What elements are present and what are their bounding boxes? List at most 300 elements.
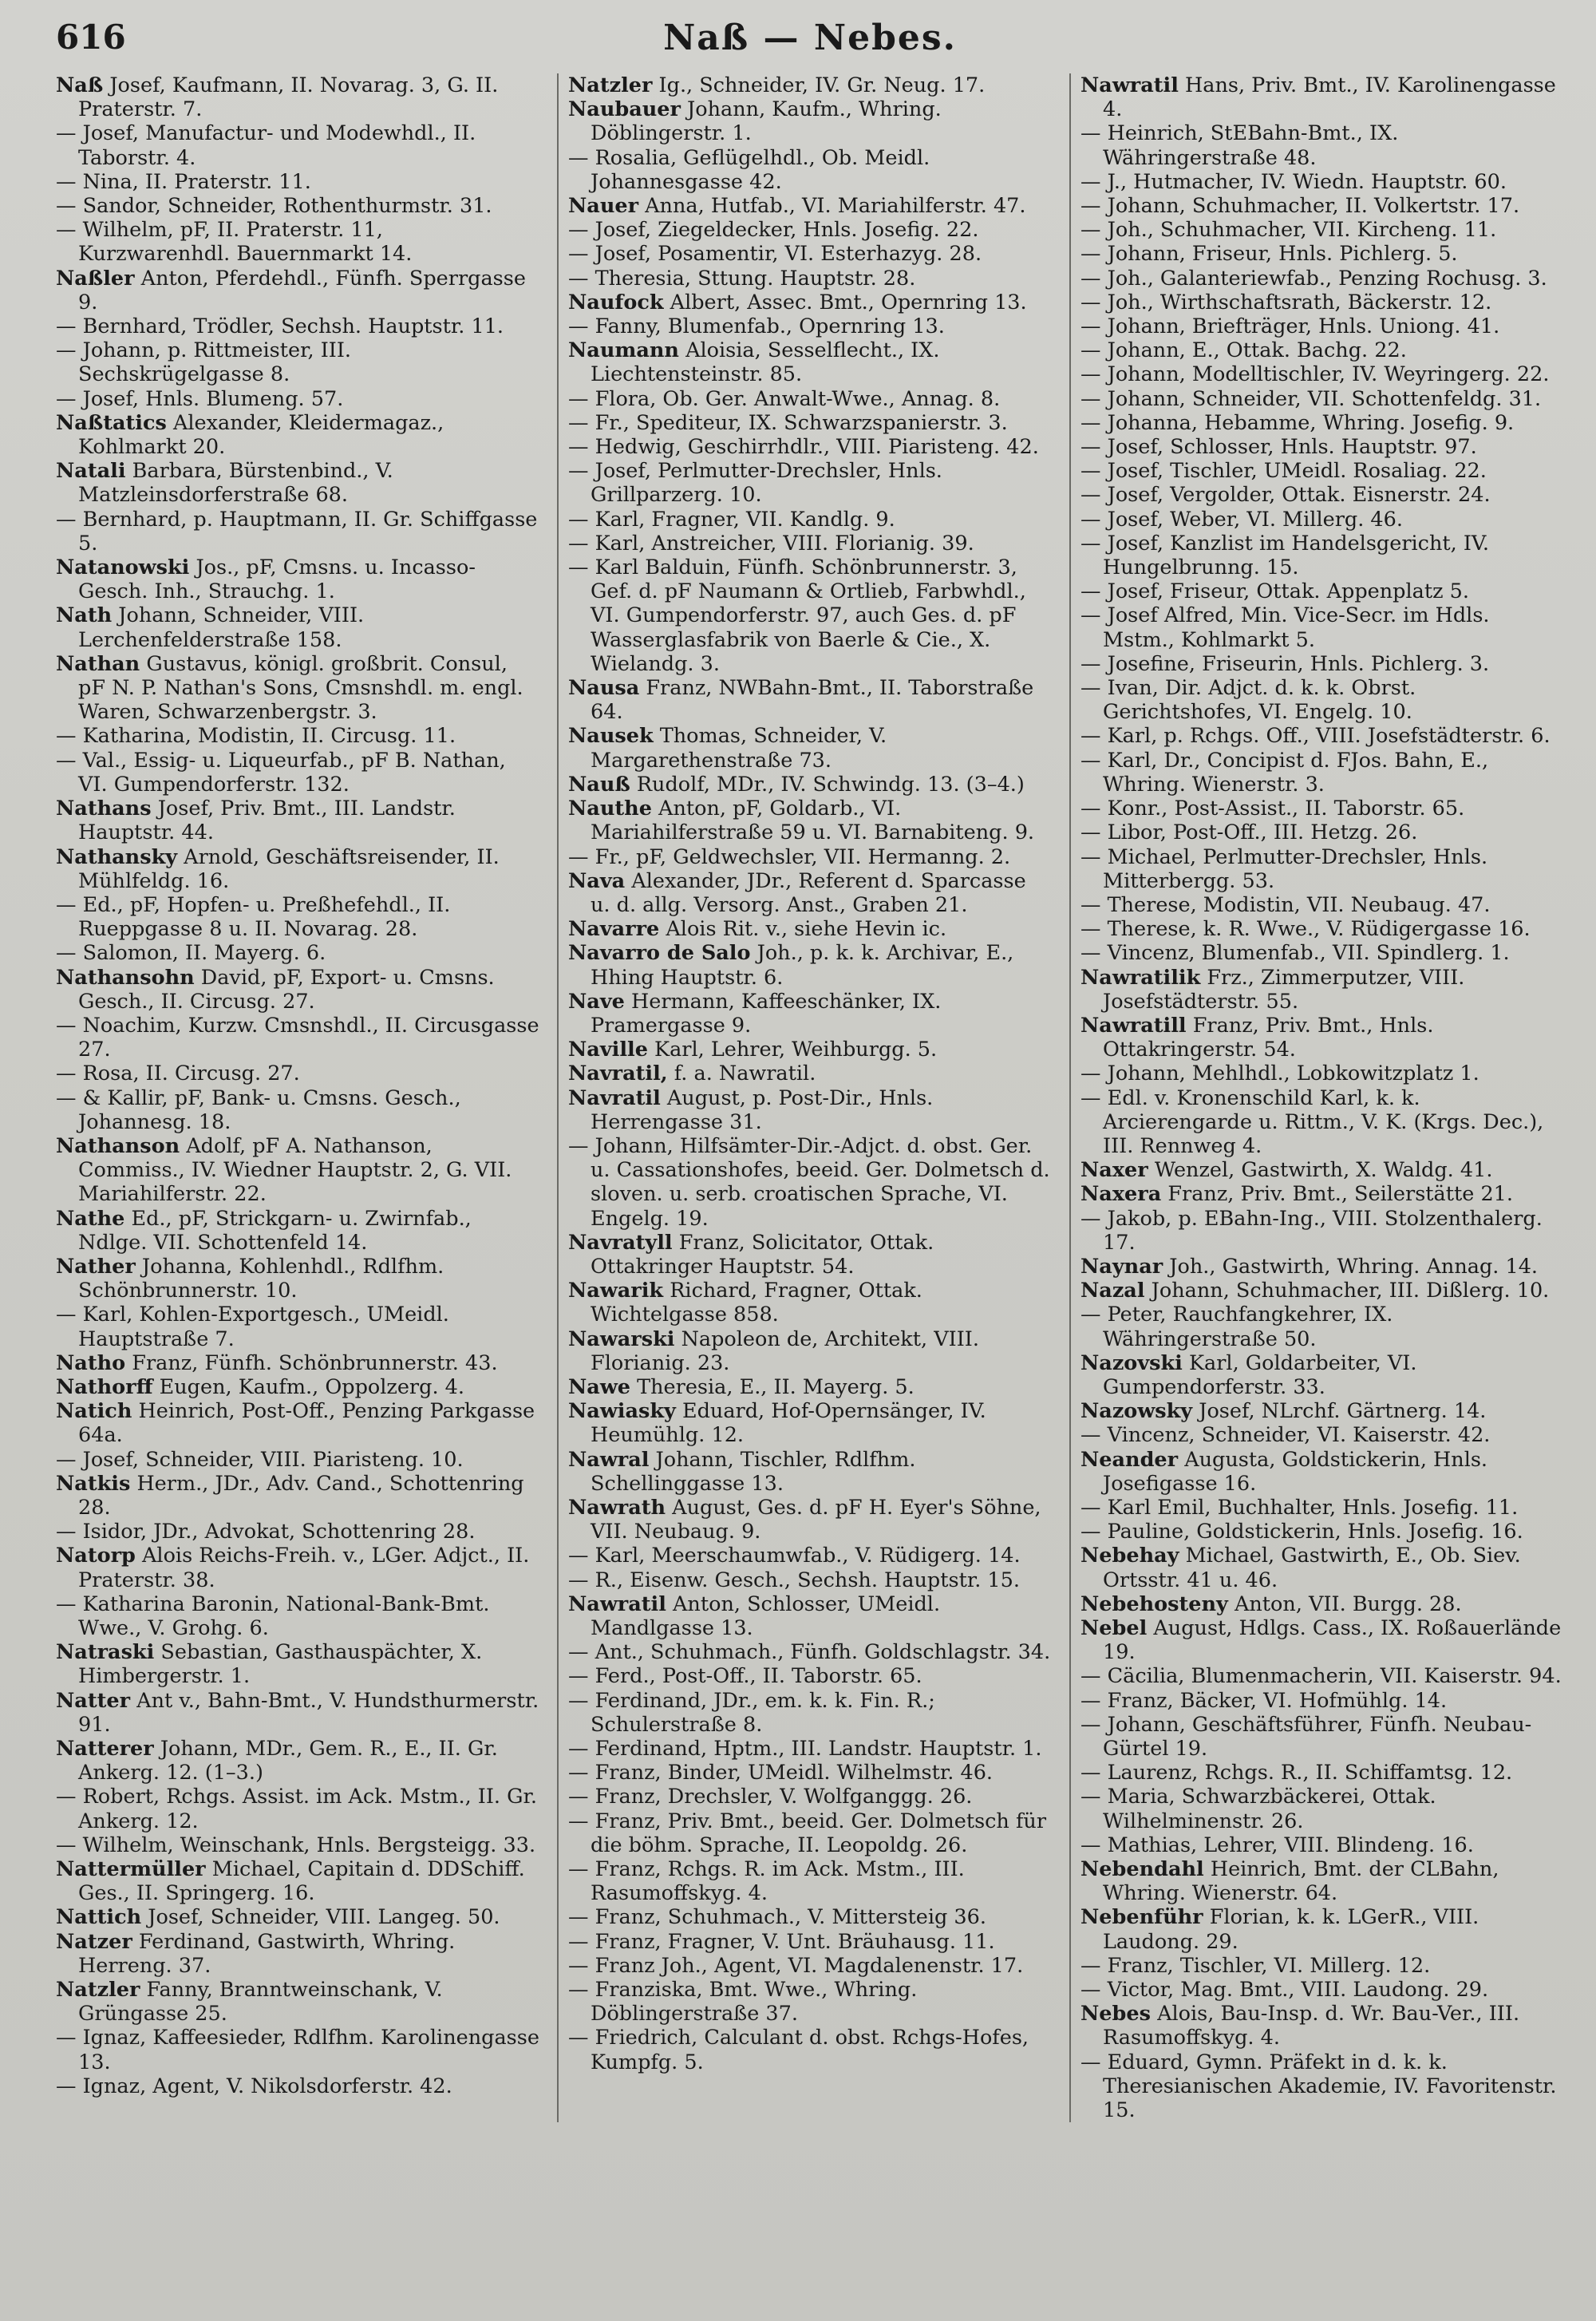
directory-entry: [56, 603, 539, 651]
directory-entry: [1080, 73, 1564, 121]
entry-surname: Naßler: [56, 266, 135, 291]
entry-text: — Ed., pF, Hopfen- u. Preßhefehdl., II. Rueppgasse 8 u. II. Novarag. 28.: [56, 892, 451, 942]
entry-text: — Mathias, Lehrer, VIII. Blindeng. 16.: [1080, 1833, 1474, 1857]
entry-text: — Karl, Fragner, VII. Kandlg. 9.: [568, 507, 895, 532]
entry-text: Alois Rit. v., siehe Hevin ic.: [666, 917, 947, 942]
entry-surname: Nazal: [1080, 1279, 1145, 1303]
directory-entry: [1080, 603, 1564, 651]
entry-text: — Sandor, Schneider, Rothenthurmstr. 31.: [56, 194, 492, 219]
directory-entry: [56, 73, 539, 121]
directory-entry: [56, 459, 539, 507]
directory-entry: [1080, 170, 1564, 194]
entry-surname: Nathorff: [56, 1374, 153, 1399]
entry-text: Franz, Fünfh. Schönbrunnerstr. 43.: [132, 1350, 498, 1375]
entry-surname: Nawarik: [568, 1279, 664, 1303]
entry-text: — Karl Balduin, Fünfh. Schönbrunnerstr. 3, Gef. d. pF Naumann & Ortlieb, Farbwhdl., VI. Gumpendorferstr. 97, auch Ges. d. pF Wasserglasfabrik von Baerle & Cie., X. Wielandg. 3.: [568, 556, 1026, 676]
entry-surname: Nathansky: [56, 844, 178, 869]
directory-entry: [568, 97, 1052, 145]
directory-entry: [56, 1399, 539, 1447]
directory-entry: [56, 1014, 539, 1062]
entry-text: — Fr., Spediteur, IX. Schwarzspanierstr. 3.: [568, 410, 1008, 435]
entry-surname: Nebehosteny: [1080, 1591, 1228, 1616]
entry-text: — Franz, Rchgs. R. im Ack. Mstm., III. Rasumoffskyg. 4.: [568, 1857, 965, 1906]
directory-entry: [56, 1689, 539, 1737]
directory-entry: [1080, 483, 1564, 507]
directory-entry: [1080, 1520, 1564, 1544]
entry-text: — Johann, Schuhmacher, II. Volkertstr. 17.: [1080, 194, 1520, 219]
directory-entry: [1080, 652, 1564, 676]
entry-surname: Natter: [56, 1688, 131, 1713]
directory-entry: [1080, 362, 1564, 386]
directory-entry: [56, 1905, 539, 1929]
entry-text: Josef, Schneider, VIII. Langeg. 50.: [148, 1905, 500, 1930]
directory-entry: [56, 2074, 539, 2098]
directory-entry: [568, 73, 1052, 97]
directory-entry: [568, 1761, 1052, 1785]
entry-surname: Nawarski: [568, 1327, 675, 1351]
entry-surname: Natho: [56, 1350, 126, 1375]
entry-surname: Naynar: [1080, 1254, 1163, 1279]
entry-text: Anton, pF, Goldarb., VI. Mariahilferstraße 59 u. VI. Barnabiteng. 9.: [591, 797, 1035, 845]
entry-surname: Nathansohn: [56, 965, 195, 990]
directory-entry: [56, 267, 539, 314]
entry-text: — Vincenz, Blumenfab., VII. Spindlerg. 1.: [1080, 941, 1510, 966]
entry-text: — Karl, p. Rchgs. Off., VIII. Josefstädterstr. 6.: [1080, 724, 1551, 749]
entry-text: — Wilhelm, pF, II. Praterstr. 11, Kurzwarenhdl. Bauernmarkt 14.: [56, 218, 413, 267]
directory-entry: [1080, 893, 1564, 917]
directory-entry: [56, 1255, 539, 1303]
entry-text: Josef, Priv. Bmt., III. Landstr. Hauptstr. 44.: [78, 797, 456, 845]
entry-text: — Katharina, Modistin, II. Circusg. 11.: [56, 724, 456, 749]
entry-text: — Franz, Drechsler, V. Wolfganggg. 26.: [568, 1785, 973, 1809]
entry-text: — Ferd., Post-Off., II. Taborstr. 65.: [568, 1664, 922, 1689]
directory-entry: [568, 917, 1052, 941]
directory-entry: [568, 1592, 1052, 1640]
directory-entry: [568, 1134, 1052, 1231]
directory-entry: [568, 291, 1052, 314]
directory-entry: [568, 773, 1052, 797]
directory-entry: [568, 387, 1052, 411]
directory-entry: [1080, 1399, 1564, 1423]
directory-entry: [56, 966, 539, 1014]
entry-surname: Nebendahl: [1080, 1857, 1204, 1882]
directory-entry: [56, 1448, 539, 1472]
entry-surname: Nather: [56, 1254, 136, 1279]
entry-text: — Joh., Schuhmacher, VII. Kircheng. 11.: [1080, 218, 1497, 243]
entry-surname: Nebehay: [1080, 1544, 1179, 1568]
entry-surname: Nebes: [1080, 2002, 1151, 2026]
directory-entry: [1080, 1785, 1564, 1833]
entry-text: — Katharina Baronin, National-Bank-Bmt. Wwe., V. Grohg. 6.: [56, 1591, 490, 1640]
entry-surname: Nazovski: [1080, 1350, 1183, 1375]
directory-entry: [1080, 1761, 1564, 1785]
entry-text: — Joh., Wirthschaftsrath, Bäckerstr. 12.: [1080, 290, 1492, 314]
entry-surname: Nawratil: [1080, 73, 1179, 97]
entry-text: — Ant., Schuhmach., Fünfh. Goldschlagstr. 34.: [568, 1640, 1051, 1665]
entry-text: — Johann, Mehlhdl., Lobkowitzplatz 1.: [1080, 1062, 1479, 1086]
entry-text: August, Ges. d. pF H. Eyer's Söhne, VII. Neubaug. 9.: [591, 1495, 1041, 1544]
entry-text: — Cäcilia, Blumenmacherin, VII. Kaiserstr. 94.: [1080, 1664, 1562, 1689]
entry-text: Franz, Solicitator, Ottak. Ottakringer Hauptstr. 54.: [591, 1230, 934, 1279]
entry-text: — Josef, Vergolder, Ottak. Eisnerstr. 24.: [1080, 483, 1491, 508]
entry-text: Sebastian, Gasthauspächter, X. Himbergerstr. 1.: [78, 1640, 483, 1689]
directory-entry: [56, 1086, 539, 1134]
entry-text: — Theresia, Sttung. Hauptstr. 28.: [568, 266, 916, 291]
directory-entry: [568, 1448, 1052, 1496]
entry-text: Frz., Zimmerputzer, VIII. Josefstädterstr. 55.: [1103, 965, 1465, 1014]
entry-text: Alois, Bau-Insp. d. Wr. Bau-Ver., III. Rasumoffskyg. 4.: [1103, 2002, 1520, 2050]
entry-text: — Franz Joh., Agent, VI. Magdalenenstr. 17.: [568, 1953, 1024, 1978]
entry-text: — Franz, Fragner, V. Unt. Bräuhausg. 11.: [568, 1929, 995, 1954]
entry-text: — Friedrich, Calculant d. obst. Rchgs-Hofes, Kumpfg. 5.: [568, 2026, 1029, 2074]
entry-text: Johanna, Kohlenhdl., Rdlfhm. Schönbrunnerstr. 10.: [78, 1254, 444, 1303]
entry-text: Franz, Priv. Bmt., Seilerstätte 21.: [1167, 1182, 1513, 1207]
directory-entry: [1080, 338, 1564, 362]
directory-entry: [1080, 941, 1564, 965]
entry-surname: Nathan: [56, 651, 140, 676]
directory-entry: [1080, 1713, 1564, 1761]
directory-entry: [568, 869, 1052, 917]
entry-text: — & Kallir, pF, Bank- u. Cmsns. Gesch., Johannesg. 18.: [56, 1085, 461, 1134]
directory-entry: [1080, 797, 1564, 820]
entry-text: — Maria, Schwarzbäckerei, Ottak. Wilhelminenstr. 26.: [1080, 1785, 1436, 1833]
entry-text: Hermann, Kaffeeschänker, IX. Pramergasse 9.: [591, 989, 942, 1038]
directory-entry: [56, 1592, 539, 1640]
entry-text: Barbara, Bürstenbind., V. Matzleinsdorferstraße 68.: [78, 459, 393, 508]
entry-text: Johann, Kaufm., Whring. Döblingerstr. 1.: [591, 97, 942, 146]
directory-entry: [1080, 724, 1564, 748]
directory-entry: [56, 2026, 539, 2074]
entry-text: — Ferdinand, Hptm., III. Landstr. Hauptstr. 1.: [568, 1737, 1042, 1762]
directory-entry: [568, 1038, 1052, 1062]
entry-text: Anton, Pferdehdl., Fünfh. Sperrgasse 9.: [78, 266, 526, 314]
entry-text: — Laurenz, Rchgs. R., II. Schiffamtsg. 12.: [1080, 1761, 1513, 1785]
entry-surname: Nawrath: [568, 1495, 666, 1520]
directory-entry: [56, 1544, 539, 1591]
entry-text: — Isidor, JDr., Advokat, Schottenring 28.: [56, 1520, 476, 1544]
entry-text: Ed., pF, Strickgarn- u. Zwirnfab., Ndlge. VII. Schottenfeld 14.: [78, 1206, 472, 1255]
entry-text: — Franz, Priv. Bmt., beeid. Ger. Dolmetsch für die böhm. Sprache, II. Leopoldg. 26.: [568, 1809, 1047, 1857]
directory-entry: [56, 556, 539, 603]
entry-text: Napoleon de, Architekt, VIII. Florianig. 23.: [591, 1327, 979, 1375]
directory-entry: [1080, 1158, 1564, 1182]
entry-text: — Val., Essig- u. Liqueurfab., pF B. Nathan, VI. Gumpendorferstr. 132.: [56, 748, 506, 797]
entry-text: — Josef, Friseur, Ottak. Appenplatz 5.: [1080, 579, 1469, 604]
entry-text: — Flora, Ob. Ger. Anwalt-Wwe., Annag. 8.: [568, 386, 1001, 411]
entry-text: Wenzel, Gastwirth, X. Waldg. 41.: [1154, 1158, 1493, 1183]
entry-text: — Johann, Briefträger, Hnls. Uniong. 41.: [1080, 314, 1500, 339]
directory-entry: [1080, 291, 1564, 314]
entry-text: — Pauline, Goldstickerin, Hnls. Josefig. 16.: [1080, 1520, 1523, 1544]
entry-text: Anton, Schlosser, UMeidl. Mandlgasse 13.: [591, 1591, 941, 1640]
directory-entry: [56, 749, 539, 797]
directory-entry: [1080, 1592, 1564, 1616]
directory-entry: [1080, 917, 1564, 941]
directory-entry: [1080, 1423, 1564, 1447]
directory-entry: [568, 941, 1052, 989]
entry-surname: Navarre: [568, 917, 660, 942]
directory-entry: [568, 314, 1052, 338]
entry-text: — Josef, Schneider, VIII. Piaristeng. 10.: [56, 1447, 464, 1472]
entry-text: — Karl Emil, Buchhalter, Hnls. Josefig. 11.: [1080, 1495, 1519, 1520]
column-1: [56, 73, 539, 2122]
directory-entry: [56, 1857, 539, 1905]
directory-entry: [1080, 676, 1564, 724]
entry-text: — Johanna, Hebamme, Whring. Josefig. 9.: [1080, 410, 1515, 435]
directory-entry: [568, 1086, 1052, 1134]
entry-text: — Peter, Rauchfangkehrer, IX. Währingerstraße 50.: [1080, 1303, 1393, 1351]
directory-entry: [568, 556, 1052, 676]
entry-text: Rudolf, MDr., IV. Schwindg. 13. (3–4.): [636, 772, 1025, 797]
entry-text: Anton, VII. Burgg. 28.: [1234, 1591, 1462, 1616]
entry-surname: Navratyll: [568, 1230, 673, 1255]
entry-text: — Robert, Rchgs. Assist. im Ack. Mstm., II. Gr. Ankerg. 12.: [56, 1785, 537, 1833]
entry-surname: Natzer: [56, 1929, 132, 1954]
directory-entry: [56, 724, 539, 748]
directory-entry: [1080, 1616, 1564, 1664]
entry-surname: Nattich: [56, 1905, 142, 1930]
entry-text: — Ivan, Dir. Adjct. d. k. k. Obrst. Gerichtshofes, VI. Engelg. 10.: [1080, 676, 1416, 725]
entry-surname: Nawral: [568, 1447, 650, 1472]
entry-surname: Nathanson: [56, 1133, 180, 1158]
directory-entry: [1080, 314, 1564, 338]
directory-entry: [1080, 845, 1564, 893]
directory-entry: [1080, 242, 1564, 266]
entry-text: Michael, Gastwirth, E., Ob. Siev. Ortsstr. 41 u. 46.: [1103, 1544, 1521, 1592]
entry-text: — Karl, Meerschaumwfab., V. Rüdigerg. 14.: [568, 1544, 1021, 1568]
page-number: 616: [56, 18, 126, 57]
entry-text: — Eduard, Gymn. Präfekt in d. k. k. Theresianischen Akademie, IV. Favoritenstr. 15.: [1080, 2050, 1557, 2123]
directory-entry: [568, 1327, 1052, 1375]
column-3: [1069, 73, 1564, 2122]
entry-text: Richard, Fragner, Ottak. Wichtelgasse 858.: [591, 1279, 922, 1327]
entry-text: — Franziska, Bmt. Wwe., Whring. Döblingerstraße 37.: [568, 1978, 918, 2026]
entry-surname: Naß: [56, 73, 104, 97]
entry-text: Alexander, Kleidermagaz., Kohlmarkt 20.: [78, 410, 444, 460]
entry-text: Karl, Lehrer, Weihburgg. 5.: [654, 1038, 938, 1062]
entry-text: — Joh., Galanteriewfab., Penzing Rochusg. 3.: [1080, 266, 1547, 291]
entry-surname: Natzler: [568, 73, 653, 97]
entry-text: — Hedwig, Geschirrhdlr., VIII. Piaristeng. 42.: [568, 435, 1039, 460]
directory-entry: [568, 1568, 1052, 1592]
entry-text: Karl, Goldarbeiter, VI. Gumpendorferstr. 33.: [1103, 1350, 1417, 1399]
entry-surname: Nathans: [56, 797, 152, 821]
directory-entry: [568, 845, 1052, 869]
directory-entry: [56, 652, 539, 725]
entry-text: Ferdinand, Gastwirth, Whring. Herreng. 37.: [78, 1929, 456, 1978]
directory-entry: [1080, 1062, 1564, 1085]
directory-entry: [1080, 1544, 1564, 1591]
directory-entry: [568, 1279, 1052, 1327]
directory-entry: [1080, 966, 1564, 1014]
directory-entry: [1080, 435, 1564, 459]
directory-entry: [568, 1930, 1052, 1954]
directory-entry: [1080, 1857, 1564, 1905]
entry-text: Adolf, pF A. Nathanson, Commiss., IV. Wiedner Hauptstr. 2, G. VII. Mariahilferstr. 22.: [78, 1133, 512, 1207]
entry-text: — Franz, Bäcker, VI. Hofmühlg. 14.: [1080, 1688, 1448, 1713]
entry-text: — Noachim, Kurzw. Cmsnshdl., II. Circusgasse 27.: [56, 1013, 539, 1062]
entry-surname: Nave: [568, 989, 625, 1014]
entry-text: Alexander, JDr., Referent d. Sparcasse u. d. allg. Versorg. Anst., Graben 21.: [591, 868, 1026, 917]
directory-entry: [56, 797, 539, 844]
entry-surname: Nawiasky: [568, 1399, 676, 1424]
entry-surname: Natanowski: [56, 556, 190, 580]
directory-entry: [56, 1520, 539, 1544]
entry-surname: Naxera: [1080, 1182, 1162, 1207]
entry-text: — Ferdinand, JDr., em. k. k. Fin. R.; Schulerstraße 8.: [568, 1688, 935, 1737]
directory-entry: [568, 1062, 1052, 1085]
directory-entry: [568, 411, 1052, 435]
entry-text: — Franz, Binder, UMeidl. Wilhelmstr. 46.: [568, 1761, 994, 1785]
entry-surname: Nauer: [568, 194, 639, 219]
entry-text: — Therese, Modistin, VII. Neubaug. 47.: [1080, 892, 1491, 917]
entry-text: Heinrich, Post-Off., Penzing Parkgasse 64a.: [78, 1399, 535, 1448]
directory-entry: [56, 1640, 539, 1688]
entry-text: f. a. Nawratil.: [674, 1062, 816, 1086]
entry-surname: Natali: [56, 459, 126, 484]
directory-entry: [56, 1472, 539, 1520]
directory-entry: [56, 1737, 539, 1785]
entry-surname: Naßtatics: [56, 410, 167, 435]
entry-text: — Heinrich, StEBahn-Bmt., IX. Währingerstraße 48.: [1080, 121, 1399, 170]
entry-text: — Jakob, p. EBahn-Ing., VIII. Stolzenthalerg. 17.: [1080, 1206, 1543, 1255]
entry-surname: Nauß: [568, 772, 630, 797]
entry-text: — Franz, Tischler, VI. Millerg. 12.: [1080, 1953, 1431, 1978]
entry-surname: Nawratil: [568, 1591, 666, 1616]
entry-text: — Victor, Mag. Bmt., VIII. Laudong. 29.: [1080, 1978, 1489, 2003]
entry-text: Johann, Schuhmacher, III. Dißlerg. 10.: [1151, 1279, 1550, 1303]
entry-text: Franz, NWBahn-Bmt., II. Taborstraße 64.: [591, 676, 1034, 725]
entry-text: Ig., Schneider, IV. Gr. Neug. 17.: [658, 73, 986, 97]
directory-entry: [1080, 1086, 1564, 1159]
directory-entry: [1080, 218, 1564, 242]
entry-surname: Natich: [56, 1399, 132, 1424]
directory-entry: [568, 267, 1052, 291]
entry-surname: Neander: [1080, 1447, 1179, 1472]
entry-surname: Nava: [568, 868, 626, 893]
entry-text: Michael, Capitain d. DDSchiff. Ges., II. Springerg. 16.: [78, 1857, 525, 1906]
entry-text: Johann, Schneider, VIII. Lerchenfelderstraße 158.: [78, 603, 365, 652]
directory-entry: [1080, 1689, 1564, 1713]
directory-entry: [568, 1809, 1052, 1857]
entry-surname: Naville: [568, 1038, 648, 1062]
entry-text: Joh., p. k. k. Archivar, E., Hhing Hauptstr. 6.: [591, 941, 1014, 990]
entry-text: — Bernhard, Trödler, Sechsh. Hauptstr. 11.: [56, 314, 504, 339]
entry-text: — Josef, Hnls. Blumeng. 57.: [56, 386, 344, 411]
entry-surname: Nebel: [1080, 1616, 1148, 1640]
entry-surname: Nawe: [568, 1374, 631, 1399]
entry-text: — Edl. v. Kronenschild Karl, k. k. Arcierengarde u. Rittm., V. K. (Krgs. Dec.), III. Rennweg 4.: [1080, 1085, 1544, 1158]
entry-text: Theresia, E., II. Mayerg. 5.: [637, 1374, 915, 1399]
entry-text: Albert, Assec. Bmt., Opernring 13.: [670, 290, 1027, 314]
directory-entry: [56, 218, 539, 266]
directory-entry: [1080, 1833, 1564, 1857]
entry-text: Gustavus, königl. großbrit. Consul, pF N. P. Nathan's Sons, Cmsnshdl. m. engl. Waren, Schwarzenbergstr. 3.: [78, 651, 523, 725]
entry-text: Heinrich, Bmt. der CLBahn, Whring. Wienerstr. 64.: [1103, 1857, 1499, 1906]
entry-text: — Wilhelm, Weinschank, Hnls. Bergsteigg. 33.: [56, 1833, 536, 1857]
directory-entry: [1080, 267, 1564, 291]
directory-entry: [568, 1905, 1052, 1929]
entry-text: — Josef, Perlmutter-Drechsler, Hnls. Grillparzerg. 10.: [568, 459, 942, 508]
entry-text: — Fr., pF, Geldwechsler, VII. Hermanng. 2.: [568, 844, 1011, 869]
directory-entry: [1080, 1014, 1564, 1062]
entry-surname: Natorp: [56, 1544, 136, 1568]
directory-entry: [1080, 579, 1564, 603]
directory-entry: [568, 146, 1052, 194]
directory-entry: [56, 1978, 539, 2026]
directory-entry: [56, 1351, 539, 1375]
entry-text: — Therese, k. R. Wwe., V. Rüdigergasse 16.: [1080, 917, 1531, 942]
directory-entry: [1080, 508, 1564, 532]
directory-entry: [568, 1857, 1052, 1905]
directory-entry: [568, 676, 1052, 724]
entry-text: — Johann, Geschäftsführer, Fünfh. Neubau-Gürtel 19.: [1080, 1712, 1532, 1762]
columns: [56, 73, 1564, 2122]
directory-entry: [56, 1303, 539, 1350]
entry-text: — Josef, Weber, VI. Millerg. 46.: [1080, 507, 1403, 532]
directory-entry: [568, 1399, 1052, 1447]
entry-text: Franz, Priv. Bmt., Hnls. Ottakringerstr. 54.: [1103, 1013, 1434, 1062]
entry-surname: Natkis: [56, 1471, 131, 1496]
directory-entry: [568, 218, 1052, 242]
entry-text: — Karl, Dr., Concipist d. FJos. Bahn, E., Whring. Wienerstr. 3.: [1080, 748, 1489, 797]
entry-text: August, Hdlgs. Cass., IX. Roßauerlände 19.: [1103, 1616, 1562, 1665]
directory-entry: [56, 845, 539, 893]
entry-surname: Naumann: [568, 338, 679, 363]
directory-entry: [568, 532, 1052, 556]
entry-surname: Nausek: [568, 724, 654, 749]
entry-text: — Karl, Kohlen-Exportgesch., UMeidl. Hauptstraße 7.: [56, 1303, 449, 1351]
directory-entry: [56, 411, 539, 459]
entry-surname: Nauthe: [568, 797, 652, 821]
directory-entry: [1080, 1255, 1564, 1279]
directory-entry: [1080, 1279, 1564, 1303]
entry-text: — Karl, Anstreicher, VIII. Florianig. 39.: [568, 531, 974, 556]
entry-surname: Natraski: [56, 1640, 155, 1665]
entry-surname: Nath: [56, 603, 113, 628]
directory-entry: [1080, 2002, 1564, 2050]
directory-entry: [568, 1737, 1052, 1761]
entry-text: — Josef, Manufactur- und Modewhdl., II. Taborstr. 4.: [56, 121, 476, 170]
directory-entry: [568, 1954, 1052, 1978]
running-head: Naß — Nebes.: [663, 18, 957, 58]
entry-text: Herm., JDr., Adv. Cand., Schottenring 28.: [78, 1471, 524, 1520]
directory-entry: [56, 1785, 539, 1833]
entry-text: — Fanny, Blumenfab., Opernring 13.: [568, 314, 945, 339]
entry-surname: Nattermüller: [56, 1857, 206, 1882]
entry-surname: Naxer: [1080, 1158, 1148, 1183]
directory-entry: [1080, 1351, 1564, 1399]
directory-entry: [1080, 411, 1564, 435]
entry-text: — Salomon, II. Mayerg. 6.: [56, 941, 326, 966]
directory-entry: [568, 1375, 1052, 1399]
directory-entry: [56, 508, 539, 556]
entry-text: Josef, NLrchf. Gärtnerg. 14.: [1199, 1399, 1487, 1424]
entry-text: — Ignaz, Agent, V. Nikolsdorferstr. 42.: [56, 2074, 452, 2098]
directory-entry: [568, 1785, 1052, 1809]
entry-text: Thomas, Schneider, V. Margarethenstraße 73.: [591, 724, 887, 773]
entry-text: — Johann, Modelltischler, IV. Weyringerg. 22.: [1080, 362, 1550, 387]
entry-surname: Naufock: [568, 290, 664, 314]
entry-text: — Bernhard, p. Hauptmann, II. Gr. Schiffgasse 5.: [56, 507, 538, 556]
directory-entry: [568, 194, 1052, 218]
directory-entry: [1080, 1978, 1564, 2002]
entry-text: Florian, k. k. LGerR., VIII. Laudong. 29.: [1103, 1905, 1479, 1954]
entry-text: — Ignaz, Kaffeesieder, Rdlfhm. Karolinengasse 13.: [56, 2026, 539, 2074]
directory-entry: [56, 194, 539, 218]
directory-entry: [56, 121, 539, 169]
entry-text: — R., Eisenw. Gesch., Sechsh. Hauptstr. 15.: [568, 1568, 1020, 1592]
